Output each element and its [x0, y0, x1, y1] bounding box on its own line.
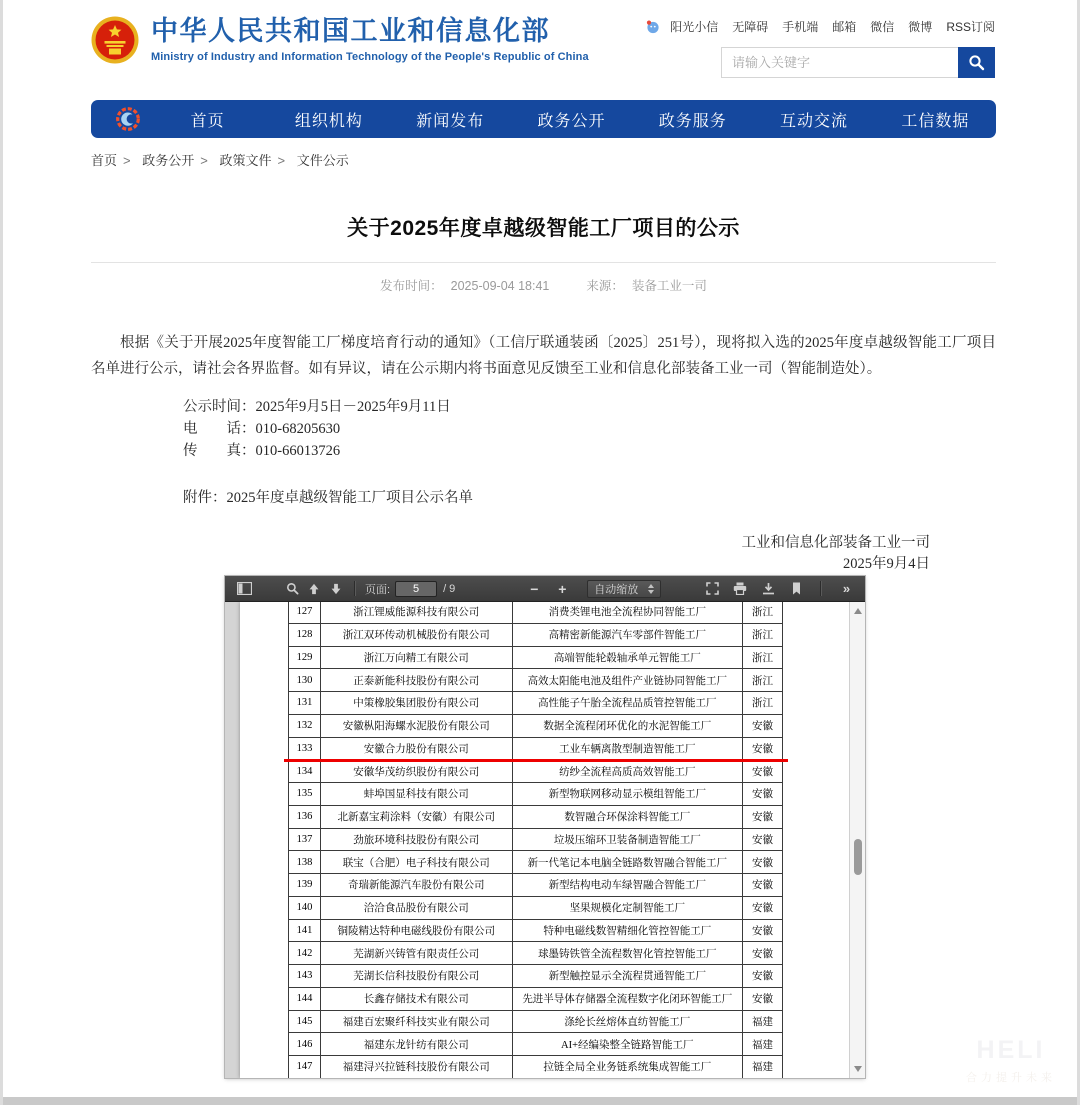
pdf-cell-project: 新型结构电动车绿智融合智能工厂 [513, 874, 744, 896]
pdf-cell-region: 福建 [743, 1011, 783, 1033]
page-total: / 9 [443, 582, 456, 595]
pdf-cell-company: 洽洽食品股份有限公司 [321, 897, 513, 919]
print-icon [733, 582, 747, 595]
pdf-cell-project: 工业车辆离散型制造智能工厂 [513, 738, 744, 760]
brand-text [151, 17, 589, 63]
pdf-cell-company: 联宝（合肥）电子科技有限公司 [321, 851, 513, 873]
pdf-cell-project: 垃圾压缩环卫装备制造智能工厂 [513, 829, 744, 851]
page-label: 页面: [365, 583, 391, 596]
watermark [955, 1036, 1067, 1085]
breadcrumb-separator: > [277, 153, 286, 168]
scrollbar-thumb[interactable] [854, 839, 862, 875]
top-link[interactable]: 阳光小信 [670, 20, 719, 34]
pdf-table-row [289, 1056, 783, 1078]
breadcrumb-link[interactable]: 文件公示 [296, 153, 349, 168]
pdf-cell-project: 坚果规模化定制智能工厂 [513, 897, 744, 919]
scroll-down-button[interactable] [850, 1062, 865, 1076]
pdf-cell-project: 新型物联网移动显示模组智能工厂 [513, 783, 744, 805]
pdf-table-row [289, 760, 783, 783]
nav-item[interactable]: 政务服务 [658, 112, 727, 130]
breadcrumb-item [219, 153, 291, 168]
pdf-cell-region: 安徽 [743, 783, 783, 805]
nav-item[interactable]: 组织机构 [294, 112, 363, 130]
source-label: 来源： [586, 279, 624, 293]
pdf-cell-project: 纺纱全流程高质高效智能工厂 [513, 760, 744, 782]
pdf-cell-company: 芜湖长信科技股份有限公司 [321, 965, 513, 987]
search-input[interactable] [721, 47, 958, 78]
breadcrumb-link[interactable]: 首页 [91, 153, 118, 168]
pdf-cell-project: 球墨铸铁管全流程数智化管控智能工厂 [513, 942, 744, 964]
pdf-cell-no: 130 [289, 669, 321, 691]
top-link[interactable]: 邮箱 [832, 20, 857, 34]
scroll-down-icon [854, 1066, 862, 1072]
site-brand [91, 16, 589, 64]
nav-item[interactable]: 首页 [190, 112, 225, 130]
pdf-cell-region: 浙江 [743, 692, 783, 714]
signer: 工业和信息化部装备工业一司 [741, 535, 930, 551]
pdf-cell-company: 中策橡胶集团股份有限公司 [321, 692, 513, 714]
pdf-cell-company: 浙江万向精工有限公司 [321, 647, 513, 669]
pdf-table-row [289, 669, 783, 692]
pdf-cell-no: 141 [289, 920, 321, 942]
pdf-cell-region: 浙江 [743, 669, 783, 691]
pdf-cell-region: 浙江 [743, 624, 783, 646]
pdf-cell-no: 134 [289, 760, 321, 782]
pdf-page [240, 602, 849, 1078]
nav-item-list [147, 108, 996, 131]
pdf-cell-company: 长鑫存储技术有限公司 [321, 988, 513, 1010]
breadcrumb-link[interactable]: 政策文件 [219, 153, 272, 168]
article-paragraph: 根据《关于开展2025年度智能工厂梯度培育行动的通知》（工信厅联通装函〔2025〕251号），现将拟入选的2025年度卓越级智能工厂项目名单进行公示，请社会各界监督。如有异议，请在公示期内将书面意见反馈至工业和信息化部装备工业一司（智能制造处）。 [91, 335, 996, 377]
pdf-cell-no: 145 [289, 1011, 321, 1033]
pdf-cell-company: 正泰新能科技股份有限公司 [321, 669, 513, 691]
pdf-cell-project: 高性能子午胎全流程品质管控智能工厂 [513, 692, 744, 714]
publish-time-label: 发布时间： [380, 279, 443, 293]
pdf-cell-region: 安徽 [743, 920, 783, 942]
article-info-line: 电 话：010-68205630 [183, 421, 341, 437]
pdf-cell-project: 新一代笔记本电脑全链路数智融合智能工厂 [513, 851, 744, 873]
pdf-cell-no: 127 [289, 602, 321, 623]
article-signature [91, 533, 996, 575]
article-body [91, 330, 996, 382]
scroll-up-button[interactable] [850, 604, 865, 618]
top-link[interactable]: 手机端 [782, 20, 819, 34]
pdf-cell-region: 安徽 [743, 738, 783, 760]
pdf-table-row [289, 988, 783, 1011]
pdf-cell-company: 芜湖新兴铸管有限责任公司 [321, 942, 513, 964]
pdf-table-row [289, 1033, 783, 1056]
title-divider [91, 262, 996, 263]
download-icon [762, 582, 775, 595]
pdf-cell-region: 浙江 [743, 647, 783, 669]
zoom-mode-select[interactable] [587, 580, 661, 598]
pdf-cell-project: 先进半导体存储器全流程数字化闭环智能工厂 [513, 988, 744, 1010]
pdf-cell-region: 安徽 [743, 897, 783, 919]
nav-item[interactable]: 新闻发布 [416, 112, 485, 130]
pdf-cell-company: 福建东龙针纺有限公司 [321, 1033, 513, 1055]
breadcrumb-item [142, 153, 214, 168]
breadcrumb-link[interactable]: 政务公开 [142, 153, 195, 168]
miit-logo-icon [115, 106, 141, 132]
sidebar-toggle-icon [237, 582, 252, 595]
article [91, 196, 996, 575]
watermark-line1: HELI [976, 1036, 1046, 1064]
pdf-cell-company: 铜陵精达特种电磁线股份有限公司 [321, 920, 513, 942]
site-header [91, 14, 995, 94]
pdf-cell-project: 高精密新能源汽车零部件智能工厂 [513, 624, 744, 646]
top-link[interactable]: 微信 [870, 20, 895, 34]
pdf-cell-project: 数据全流程闭环优化的水泥智能工厂 [513, 715, 744, 737]
pdf-cell-company: 安徽合力股份有限公司 [321, 738, 513, 760]
pdf-toolbar [225, 576, 865, 602]
pdf-table-row [289, 920, 783, 943]
pdf-cell-company: 蚌埠国显科技有限公司 [321, 783, 513, 805]
download-button[interactable] [757, 579, 779, 599]
pdf-cell-no: 135 [289, 783, 321, 805]
site-search [721, 47, 995, 78]
pdf-table [288, 602, 783, 1078]
pdf-cell-no: 131 [289, 692, 321, 714]
pdf-cell-company: 奇瑞新能源汽车股份有限公司 [321, 874, 513, 896]
article-info-line: 公示时间：2025年9月5日－2025年9月11日 [183, 399, 451, 415]
article-meta [91, 276, 996, 294]
top-link[interactable]: RSS订阅 [946, 20, 995, 34]
pdf-cell-no: 129 [289, 647, 321, 669]
pdf-cell-region: 安徽 [743, 874, 783, 896]
zoom-out-button[interactable]: − [530, 580, 539, 597]
pdf-table-row [289, 602, 783, 624]
pdf-cell-project: 消费类锂电池全流程协同智能工厂 [513, 602, 744, 623]
pdf-cell-region: 福建 [743, 1033, 783, 1055]
print-button[interactable] [729, 579, 751, 599]
bookmark-button[interactable] [785, 579, 807, 599]
pdf-cell-project: 高效太阳能电池及组件产业链协同智能工厂 [513, 669, 744, 691]
pdf-cell-project: 高端智能轮毂轴承单元智能工厂 [513, 647, 744, 669]
nav-item[interactable]: 互动交流 [780, 112, 849, 130]
page-down-button[interactable] [325, 579, 347, 599]
breadcrumb-separator: > [123, 153, 131, 168]
pdf-cell-no: 128 [289, 624, 321, 646]
article-info-lines [91, 396, 996, 462]
page-up-button[interactable] [303, 579, 325, 599]
sign-date: 2025年9月4日 [843, 556, 930, 572]
pdf-cell-project: 拉链全局全业务链系统集成智能工厂 [513, 1056, 744, 1078]
pdf-table-row [289, 624, 783, 647]
sidebar-toggle-button[interactable] [233, 579, 255, 599]
pdf-cell-no: 139 [289, 874, 321, 896]
main-nav [91, 100, 996, 138]
nav-item[interactable]: 工信数据 [901, 112, 970, 130]
pdf-cell-no: 137 [289, 829, 321, 851]
pdf-cell-region: 浙江 [743, 602, 783, 623]
pdf-cell-no: 132 [289, 715, 321, 737]
pdf-cell-no: 144 [289, 988, 321, 1010]
pdf-cell-no: 133 [289, 738, 321, 760]
pdf-table-row [289, 829, 783, 852]
pdf-cell-company: 浙江双环传动机械股份有限公司 [321, 624, 513, 646]
toolbar-more-button[interactable]: » [842, 581, 850, 596]
pdf-table-row [289, 715, 783, 738]
zoom-in-button[interactable]: + [558, 580, 567, 597]
presentation-mode-button[interactable] [701, 579, 723, 599]
watermark-line2: 合力提升未来 [966, 1072, 1056, 1084]
pdf-page-input[interactable] [395, 581, 437, 597]
pdf-table-row [289, 738, 783, 761]
pdf-cell-project: 涤纶长丝熔体直纺智能工厂 [513, 1011, 744, 1033]
site-subtitle: Ministry of Industry and Information Technology of the People's Republic of China [151, 50, 589, 63]
pdf-cell-no: 138 [289, 851, 321, 873]
pdf-search-icon [286, 582, 299, 595]
pdf-content-area [225, 602, 865, 1078]
search-icon [968, 54, 985, 71]
attachment-link[interactable]: 附件：2025年度卓越级智能工厂项目公示名单 [183, 490, 473, 506]
sunshine-assistant-icon [645, 19, 660, 34]
arrow-down-icon [330, 583, 342, 595]
national-emblem-icon [91, 16, 139, 64]
source: 装备工业一司 [631, 279, 707, 293]
pdf-cell-project: 新型触控显示全流程贯通智能工厂 [513, 965, 744, 987]
top-link-list [670, 18, 995, 35]
pdf-table-row [289, 874, 783, 897]
pdf-table-row [289, 1011, 783, 1034]
pdf-table-row [289, 942, 783, 965]
pdf-table-row [289, 692, 783, 715]
pdf-viewer [225, 576, 865, 1078]
fullscreen-icon [706, 582, 719, 595]
pdf-cell-no: 146 [289, 1033, 321, 1055]
breadcrumb-separator: > [200, 153, 208, 168]
pdf-cell-no: 143 [289, 965, 321, 987]
pdf-cell-region: 安徽 [743, 715, 783, 737]
breadcrumb [91, 150, 351, 169]
pdf-cell-region: 安徽 [743, 760, 783, 782]
pdf-cell-region: 安徽 [743, 988, 783, 1010]
pdf-cell-region: 安徽 [743, 829, 783, 851]
breadcrumb-item [297, 153, 349, 168]
pdf-cell-region: 安徽 [743, 851, 783, 873]
top-link[interactable]: 无障碍 [732, 20, 769, 34]
pdf-cell-company: 劲旅环境科技股份有限公司 [321, 829, 513, 851]
page-title: 关于2025年度卓越级智能工厂项目的公示 [347, 217, 740, 240]
search-button[interactable] [958, 47, 995, 78]
pdf-cell-company: 福建百宏聚纤科技实业有限公司 [321, 1011, 513, 1033]
bookmark-icon [791, 582, 802, 595]
pdf-cell-region: 安徽 [743, 965, 783, 987]
pdf-table-row [289, 851, 783, 874]
pdf-table-row [289, 965, 783, 988]
pdf-cell-project: 数智融合环保涂料智能工厂 [513, 806, 744, 828]
pdf-cell-company: 浙江锂威能源科技有限公司 [321, 602, 513, 623]
publish-time: 2025-09-04 18:41 [450, 279, 550, 293]
pdf-cell-region: 安徽 [743, 806, 783, 828]
arrow-up-icon [308, 583, 320, 595]
scroll-up-icon [854, 608, 862, 614]
bottom-bar [3, 1097, 1077, 1105]
pdf-cell-project: 特种电磁线数智精细化管控智能工厂 [513, 920, 744, 942]
zoom-mode-value: 自动缩放 [594, 583, 639, 596]
breadcrumb-item [91, 153, 137, 168]
top-link[interactable]: 微博 [908, 20, 933, 34]
pdf-cell-company: 安徽华茂纺织股份有限公司 [321, 760, 513, 782]
pdf-cell-company: 福建浔兴拉链科技股份有限公司 [321, 1056, 513, 1078]
nav-item[interactable]: 政务公开 [537, 112, 606, 130]
pdf-cell-no: 142 [289, 942, 321, 964]
pdf-table-row [289, 806, 783, 829]
pdf-cell-no: 140 [289, 897, 321, 919]
pdf-cell-project: AI+经编染整全链路智能工厂 [513, 1033, 744, 1055]
pdf-cell-no: 136 [289, 806, 321, 828]
pdf-cell-region: 福建 [743, 1056, 783, 1078]
pdf-search-button[interactable] [281, 579, 303, 599]
pdf-cell-region: 安徽 [743, 942, 783, 964]
article-info-line: 传 真：010-66013726 [183, 443, 341, 459]
pdf-scrollbar[interactable] [849, 602, 865, 1078]
pdf-cell-company: 安徽枞阳海螺水泥股份有限公司 [321, 715, 513, 737]
pdf-cell-no: 147 [289, 1056, 321, 1078]
pdf-table-row [289, 647, 783, 670]
pdf-table-row [289, 897, 783, 920]
pdf-table-row [289, 783, 783, 806]
select-arrows-icon [648, 584, 654, 594]
pdf-cell-company: 北新嘉宝莉涂料（安徽）有限公司 [321, 806, 513, 828]
top-links [645, 18, 995, 35]
site-title: 中华人民共和国工业和信息化部 [151, 16, 550, 47]
